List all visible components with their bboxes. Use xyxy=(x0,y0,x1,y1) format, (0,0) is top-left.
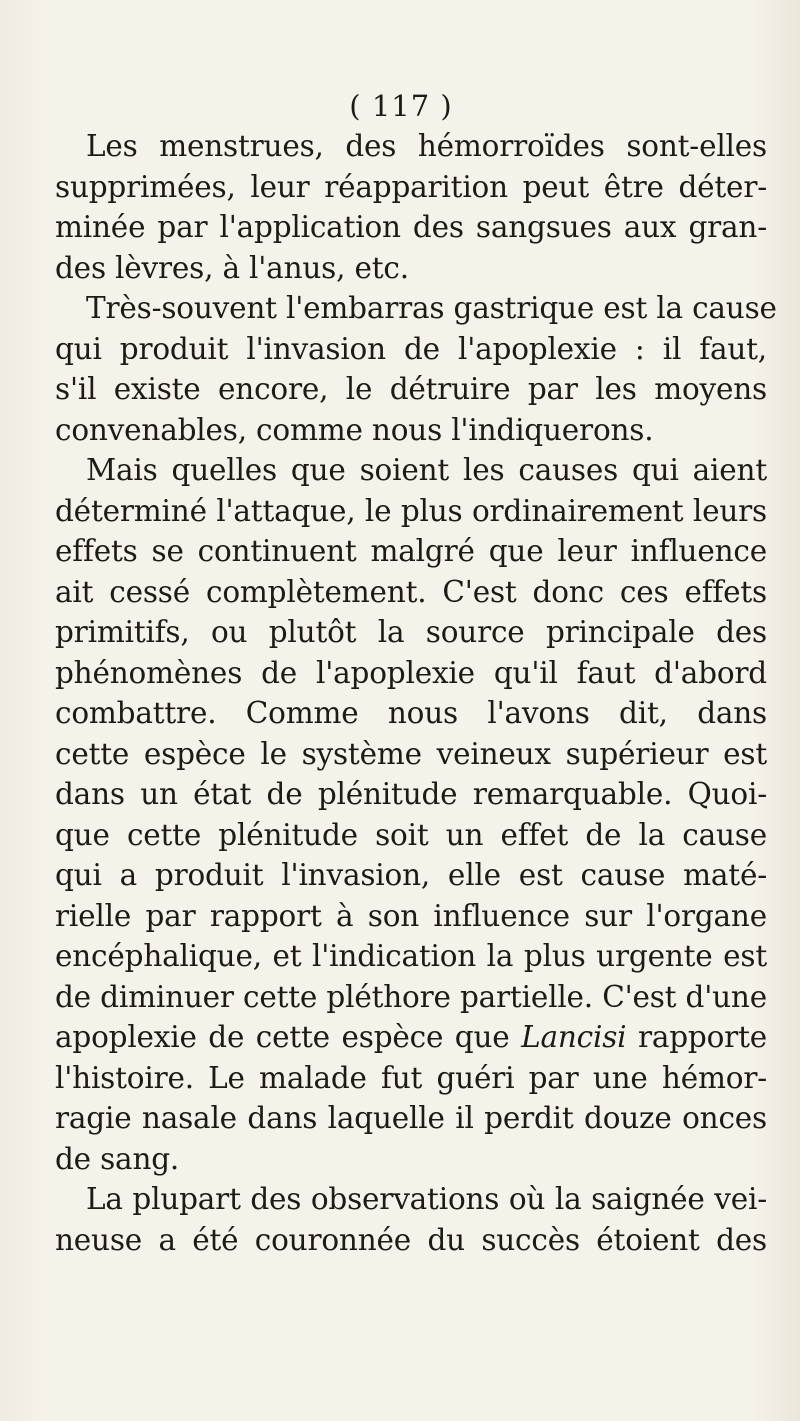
text-line: déterminé l'attaque, le plus ordinairement leurs xyxy=(55,493,767,528)
text-line: Mais quelles que soient les causes qui aient xyxy=(86,453,767,487)
text-segment: rapporte xyxy=(626,1020,767,1054)
text-segment: apoplexie de cette espèce que xyxy=(55,1020,522,1054)
text-line: effets se continuent malgré que leur influence xyxy=(55,534,767,568)
text-line: ait cessé complètement. C'est donc ces effets xyxy=(55,574,767,609)
text-line: convenables, comme nous l'indiquerons. xyxy=(55,412,654,447)
text-line: l'histoire. Le malade fut guéri par une hémor- xyxy=(55,1060,767,1095)
text-line xyxy=(55,1017,767,1058)
text-line: qui a produit l'invasion, elle est cause maté- xyxy=(55,858,767,892)
text-line: encéphalique, et l'indication la plus urgente est xyxy=(55,939,767,973)
page-text xyxy=(55,86,777,1260)
text-line: combattre. Comme nous l'avons dit, dans xyxy=(55,696,767,730)
text-line: des lèvres, à l'anus, etc. xyxy=(55,250,409,285)
text-line: La plupart des observations où la saignée vei- xyxy=(86,1182,767,1216)
text-line: cette espèce le système veineux supérieur est xyxy=(55,736,767,771)
text-line: de diminuer cette pléthore partielle. C'est d'une xyxy=(55,979,767,1014)
text-line: rielle par rapport à son influence sur l'organe xyxy=(55,898,767,933)
text-line: qui produit l'invasion de l'apoplexie : il faut, xyxy=(55,331,767,366)
author-name: Lancisi xyxy=(521,1020,627,1054)
text-line: s'il existe encore, le détruire par les moyens xyxy=(55,372,767,406)
text-line: que cette plénitude soit un effet de la cause xyxy=(55,817,767,852)
text-line: Très-souvent l'embarras gastrique est la cause xyxy=(86,291,777,325)
text-line: phénomènes de l'apoplexie qu'il faut d'abord xyxy=(55,655,767,690)
page-number: ( 117 ) xyxy=(349,89,453,123)
text-line: Les menstrues, des hémorroïdes sont-elles xyxy=(86,129,767,163)
text-line: ragie nasale dans laquelle il perdit douze onces xyxy=(55,1101,767,1135)
text-line: dans un état de plénitude remarquable. Quoi- xyxy=(55,777,767,811)
text-line: minée par l'application des sangsues aux gran- xyxy=(55,210,767,244)
text-line: neuse a été couronnée du succès étoient des xyxy=(55,1222,767,1257)
text-line: primitifs, ou plutôt la source principale des xyxy=(55,615,767,649)
text-line: supprimées, leur réapparition peut être déter- xyxy=(55,169,767,204)
text-line: de sang. xyxy=(55,1141,180,1176)
